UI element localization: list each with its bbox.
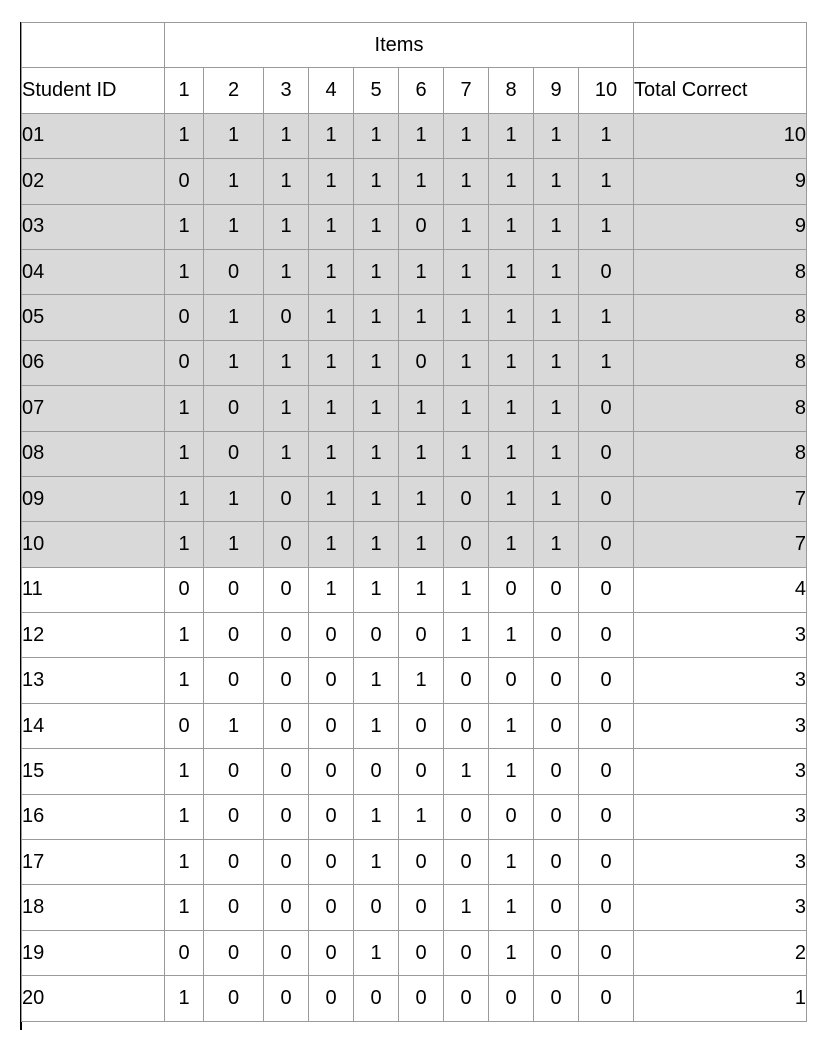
item-number-header: 5: [354, 68, 399, 113]
student-id-cell: 05: [22, 295, 165, 340]
item-score-cell: 0: [264, 840, 309, 885]
item-score-cell: 1: [264, 431, 309, 476]
item-score-cell: 0: [204, 840, 264, 885]
student-id-cell: 06: [22, 340, 165, 385]
item-score-cell: 1: [354, 658, 399, 703]
item-score-cell: 0: [264, 930, 309, 975]
item-score-cell: 1: [354, 159, 399, 204]
item-score-cell: 1: [489, 113, 534, 158]
item-score-cell: 1: [534, 522, 579, 567]
total-correct-cell: 8: [634, 249, 807, 294]
item-score-cell: 0: [399, 703, 444, 748]
item-score-cell: 1: [534, 386, 579, 431]
item-score-cell: 0: [309, 976, 354, 1021]
table-row: [22, 295, 807, 340]
total-correct-cell: 8: [634, 431, 807, 476]
student-id-cell: 14: [22, 703, 165, 748]
total-correct-cell: 8: [634, 386, 807, 431]
item-score-cell: 0: [579, 431, 634, 476]
item-score-cell: 1: [579, 159, 634, 204]
table-row: [22, 703, 807, 748]
item-score-cell: 0: [444, 930, 489, 975]
item-score-cell: 0: [165, 930, 204, 975]
table-row: [22, 386, 807, 431]
item-score-cell: 1: [489, 749, 534, 794]
item-score-cell: 0: [204, 658, 264, 703]
item-score-cell: 0: [204, 386, 264, 431]
total-correct-cell: 7: [634, 522, 807, 567]
item-score-cell: 0: [309, 703, 354, 748]
item-score-cell: 1: [309, 113, 354, 158]
item-score-cell: 0: [399, 885, 444, 930]
total-correct-cell: 3: [634, 749, 807, 794]
item-score-cell: 1: [309, 386, 354, 431]
item-score-cell: 0: [309, 749, 354, 794]
item-score-cell: 1: [354, 794, 399, 839]
item-score-cell: 1: [204, 703, 264, 748]
student-id-cell: 07: [22, 386, 165, 431]
item-score-cell: 0: [354, 749, 399, 794]
total-correct-cell: 8: [634, 295, 807, 340]
item-score-cell: 1: [534, 113, 579, 158]
item-score-cell: 1: [354, 386, 399, 431]
item-score-cell: 0: [579, 476, 634, 521]
item-score-cell: 1: [165, 840, 204, 885]
student-id-cell: 09: [22, 476, 165, 521]
item-score-cell: 1: [354, 522, 399, 567]
item-score-cell: 1: [165, 113, 204, 158]
item-score-cell: 1: [579, 295, 634, 340]
item-score-cell: 1: [489, 703, 534, 748]
item-score-cell: 1: [309, 249, 354, 294]
table-row: [22, 522, 807, 567]
score-table: [21, 22, 807, 1022]
total-correct-header: Total Correct: [634, 68, 807, 113]
item-score-cell: 1: [309, 522, 354, 567]
table-row: [22, 613, 807, 658]
item-score-cell: 1: [489, 431, 534, 476]
item-score-cell: 1: [399, 658, 444, 703]
item-score-cell: 1: [204, 340, 264, 385]
item-score-cell: 0: [165, 340, 204, 385]
item-score-cell: 1: [579, 113, 634, 158]
item-score-cell: 1: [165, 749, 204, 794]
item-score-cell: 1: [165, 976, 204, 1021]
table-row: [22, 840, 807, 885]
item-score-cell: 1: [444, 159, 489, 204]
table-row: [22, 204, 807, 249]
table-row: [22, 431, 807, 476]
item-score-cell: 1: [204, 204, 264, 249]
item-score-cell: 1: [444, 204, 489, 249]
item-score-cell: 1: [264, 249, 309, 294]
table-row: [22, 930, 807, 975]
item-score-cell: 1: [309, 295, 354, 340]
item-score-cell: 0: [264, 613, 309, 658]
item-score-cell: 0: [399, 613, 444, 658]
item-score-cell: 0: [444, 976, 489, 1021]
item-score-cell: 1: [399, 113, 444, 158]
item-score-cell: 1: [165, 249, 204, 294]
item-score-cell: 0: [309, 794, 354, 839]
table-row: [22, 476, 807, 521]
item-score-cell: 0: [579, 885, 634, 930]
item-score-cell: 0: [204, 976, 264, 1021]
student-id-cell: 01: [22, 113, 165, 158]
item-score-cell: 1: [489, 840, 534, 885]
item-score-cell: 1: [489, 204, 534, 249]
table-row: [22, 749, 807, 794]
total-correct-cell: 9: [634, 204, 807, 249]
item-score-cell: 1: [399, 522, 444, 567]
item-score-cell: 0: [444, 522, 489, 567]
item-score-cell: 1: [264, 204, 309, 249]
item-score-cell: 0: [579, 840, 634, 885]
item-score-cell: 1: [489, 340, 534, 385]
item-score-cell: 1: [444, 249, 489, 294]
total-correct-cell: 8: [634, 340, 807, 385]
item-score-cell: 0: [309, 885, 354, 930]
table-row: [22, 567, 807, 612]
item-score-cell: 1: [354, 204, 399, 249]
item-score-cell: 0: [579, 930, 634, 975]
item-score-cell: 0: [264, 522, 309, 567]
item-score-cell: 1: [264, 113, 309, 158]
item-score-cell: 0: [489, 794, 534, 839]
item-score-cell: 0: [354, 613, 399, 658]
item-score-cell: 0: [204, 431, 264, 476]
item-score-cell: 0: [399, 340, 444, 385]
item-score-cell: 1: [264, 159, 309, 204]
item-score-cell: 1: [309, 567, 354, 612]
item-score-cell: 1: [399, 295, 444, 340]
table-row: [22, 340, 807, 385]
item-score-cell: 0: [309, 930, 354, 975]
header-row-items: [22, 23, 807, 68]
item-score-cell: 0: [579, 522, 634, 567]
student-id-header: Student ID: [22, 68, 165, 113]
item-score-cell: 1: [399, 431, 444, 476]
item-score-cell: 0: [165, 159, 204, 204]
student-id-cell: 12: [22, 613, 165, 658]
item-score-cell: 0: [579, 749, 634, 794]
total-correct-cell: 7: [634, 476, 807, 521]
item-number-header: 6: [399, 68, 444, 113]
item-score-cell: 0: [399, 976, 444, 1021]
item-score-cell: 1: [489, 522, 534, 567]
item-score-cell: 1: [444, 613, 489, 658]
table-row: [22, 794, 807, 839]
item-score-cell: 1: [264, 386, 309, 431]
student-id-cell: 08: [22, 431, 165, 476]
item-score-cell: 0: [264, 703, 309, 748]
item-score-cell: 1: [489, 476, 534, 521]
item-score-cell: 0: [489, 658, 534, 703]
item-score-cell: 0: [489, 976, 534, 1021]
item-score-cell: 0: [309, 840, 354, 885]
item-score-cell: 1: [489, 613, 534, 658]
item-score-cell: 0: [534, 703, 579, 748]
item-score-cell: 0: [534, 976, 579, 1021]
item-score-cell: 1: [309, 476, 354, 521]
student-id-cell: 20: [22, 976, 165, 1021]
item-score-cell: 1: [165, 476, 204, 521]
item-score-cell: 1: [534, 431, 579, 476]
item-score-cell: 1: [489, 295, 534, 340]
header-row-columns: [22, 68, 807, 113]
item-score-cell: 0: [579, 976, 634, 1021]
item-score-cell: 1: [399, 567, 444, 612]
items-group-header: Items: [165, 23, 634, 68]
item-score-cell: 0: [165, 703, 204, 748]
item-score-cell: 0: [264, 749, 309, 794]
item-score-cell: 0: [489, 567, 534, 612]
table-row: [22, 113, 807, 158]
header-blank-right: [634, 23, 807, 68]
student-id-cell: 03: [22, 204, 165, 249]
student-id-cell: 04: [22, 249, 165, 294]
item-score-cell: 1: [354, 930, 399, 975]
item-score-cell: 0: [264, 658, 309, 703]
item-score-cell: 0: [399, 749, 444, 794]
student-id-cell: 02: [22, 159, 165, 204]
table-row: [22, 976, 807, 1021]
item-score-cell: 1: [354, 113, 399, 158]
item-score-cell: 0: [444, 794, 489, 839]
total-correct-cell: 9: [634, 159, 807, 204]
total-correct-cell: 1: [634, 976, 807, 1021]
item-score-cell: 1: [204, 476, 264, 521]
table-row: [22, 658, 807, 703]
item-score-cell: 0: [534, 885, 579, 930]
item-score-cell: 1: [489, 386, 534, 431]
item-score-cell: 1: [444, 567, 489, 612]
item-number-header: 4: [309, 68, 354, 113]
table-row: [22, 885, 807, 930]
student-id-cell: 17: [22, 840, 165, 885]
item-score-cell: 0: [444, 840, 489, 885]
item-score-cell: 1: [354, 840, 399, 885]
item-score-cell: 1: [165, 658, 204, 703]
item-score-cell: 0: [579, 386, 634, 431]
item-score-cell: 1: [204, 295, 264, 340]
item-score-cell: 1: [354, 703, 399, 748]
item-score-cell: 0: [204, 930, 264, 975]
student-id-cell: 19: [22, 930, 165, 975]
item-score-cell: 0: [444, 476, 489, 521]
item-score-cell: 0: [309, 613, 354, 658]
item-number-header: 3: [264, 68, 309, 113]
item-score-cell: 1: [579, 340, 634, 385]
item-score-cell: 1: [309, 431, 354, 476]
item-score-cell: 1: [204, 522, 264, 567]
item-score-cell: 0: [264, 976, 309, 1021]
item-score-cell: 1: [489, 885, 534, 930]
total-correct-cell: 3: [634, 613, 807, 658]
item-score-cell: 0: [165, 567, 204, 612]
item-score-cell: 1: [354, 567, 399, 612]
item-score-cell: 0: [264, 885, 309, 930]
item-score-cell: 0: [354, 885, 399, 930]
item-score-cell: 0: [264, 794, 309, 839]
total-correct-cell: 3: [634, 794, 807, 839]
item-score-cell: 1: [444, 113, 489, 158]
item-score-cell: 0: [264, 295, 309, 340]
item-score-cell: 0: [264, 476, 309, 521]
item-score-cell: 1: [204, 159, 264, 204]
item-score-cell: 0: [399, 840, 444, 885]
item-score-cell: 1: [309, 159, 354, 204]
item-score-cell: 0: [309, 658, 354, 703]
item-score-cell: 0: [579, 703, 634, 748]
item-score-cell: 1: [444, 749, 489, 794]
item-score-cell: 1: [534, 204, 579, 249]
total-correct-cell: 2: [634, 930, 807, 975]
item-score-cell: 1: [534, 249, 579, 294]
item-score-cell: 1: [165, 204, 204, 249]
item-score-cell: 1: [534, 295, 579, 340]
item-score-cell: 0: [204, 794, 264, 839]
item-score-cell: 0: [204, 613, 264, 658]
item-score-cell: 1: [264, 340, 309, 385]
student-id-cell: 18: [22, 885, 165, 930]
item-score-cell: 1: [165, 386, 204, 431]
student-id-cell: 15: [22, 749, 165, 794]
item-score-cell: 1: [444, 386, 489, 431]
total-correct-cell: 3: [634, 885, 807, 930]
header-blank-left: [22, 23, 165, 68]
item-score-cell: 1: [534, 476, 579, 521]
item-score-cell: 1: [399, 794, 444, 839]
item-score-cell: 0: [444, 703, 489, 748]
total-correct-cell: 3: [634, 658, 807, 703]
total-correct-cell: 10: [634, 113, 807, 158]
table-row: [22, 249, 807, 294]
item-score-cell: 1: [489, 930, 534, 975]
item-score-cell: 1: [354, 295, 399, 340]
student-id-cell: 11: [22, 567, 165, 612]
item-score-cell: 1: [354, 249, 399, 294]
item-score-cell: 1: [399, 249, 444, 294]
item-score-cell: 1: [165, 431, 204, 476]
item-score-cell: 1: [399, 159, 444, 204]
item-score-cell: 1: [309, 340, 354, 385]
item-score-cell: 0: [579, 794, 634, 839]
item-score-cell: 0: [204, 749, 264, 794]
item-score-cell: 1: [204, 113, 264, 158]
item-number-header: 9: [534, 68, 579, 113]
student-id-cell: 13: [22, 658, 165, 703]
item-score-cell: 1: [165, 885, 204, 930]
item-score-cell: 0: [354, 976, 399, 1021]
total-correct-cell: 3: [634, 840, 807, 885]
item-score-cell: 0: [264, 567, 309, 612]
item-score-cell: 0: [399, 930, 444, 975]
item-score-cell: 1: [165, 522, 204, 567]
item-score-cell: 0: [579, 613, 634, 658]
item-score-cell: 1: [354, 431, 399, 476]
item-number-header: 2: [204, 68, 264, 113]
item-score-cell: 1: [489, 249, 534, 294]
item-score-cell: 0: [534, 567, 579, 612]
item-score-cell: 0: [534, 840, 579, 885]
item-score-cell: 0: [204, 249, 264, 294]
student-id-cell: 10: [22, 522, 165, 567]
item-score-cell: 0: [165, 295, 204, 340]
item-score-cell: 1: [165, 794, 204, 839]
item-score-cell: 1: [399, 476, 444, 521]
total-correct-cell: 4: [634, 567, 807, 612]
item-score-cell: 1: [534, 340, 579, 385]
item-score-cell: 1: [354, 340, 399, 385]
item-number-header: 1: [165, 68, 204, 113]
item-score-cell: 1: [165, 613, 204, 658]
item-score-cell: 1: [444, 431, 489, 476]
item-score-cell: 1: [579, 204, 634, 249]
item-score-cell: 0: [534, 658, 579, 703]
item-score-cell: 1: [354, 476, 399, 521]
item-score-cell: 0: [534, 613, 579, 658]
item-score-cell: 1: [489, 159, 534, 204]
item-score-cell: 1: [399, 386, 444, 431]
table-row: [22, 159, 807, 204]
item-score-cell: 0: [579, 658, 634, 703]
item-number-header: 8: [489, 68, 534, 113]
item-score-cell: 1: [444, 340, 489, 385]
item-score-cell: 0: [204, 567, 264, 612]
item-score-cell: 0: [534, 930, 579, 975]
item-score-cell: 0: [579, 249, 634, 294]
item-score-cell: 1: [444, 885, 489, 930]
item-score-cell: 1: [534, 159, 579, 204]
total-correct-cell: 3: [634, 703, 807, 748]
item-number-header: 10: [579, 68, 634, 113]
item-score-cell: 0: [399, 204, 444, 249]
student-id-cell: 16: [22, 794, 165, 839]
item-score-cell: 0: [204, 885, 264, 930]
item-score-cell: 0: [579, 567, 634, 612]
item-number-header: 7: [444, 68, 489, 113]
item-score-cell: 0: [444, 658, 489, 703]
item-score-cell: 0: [534, 749, 579, 794]
item-score-cell: 1: [309, 204, 354, 249]
item-score-cell: 1: [444, 295, 489, 340]
item-score-cell: 0: [534, 794, 579, 839]
